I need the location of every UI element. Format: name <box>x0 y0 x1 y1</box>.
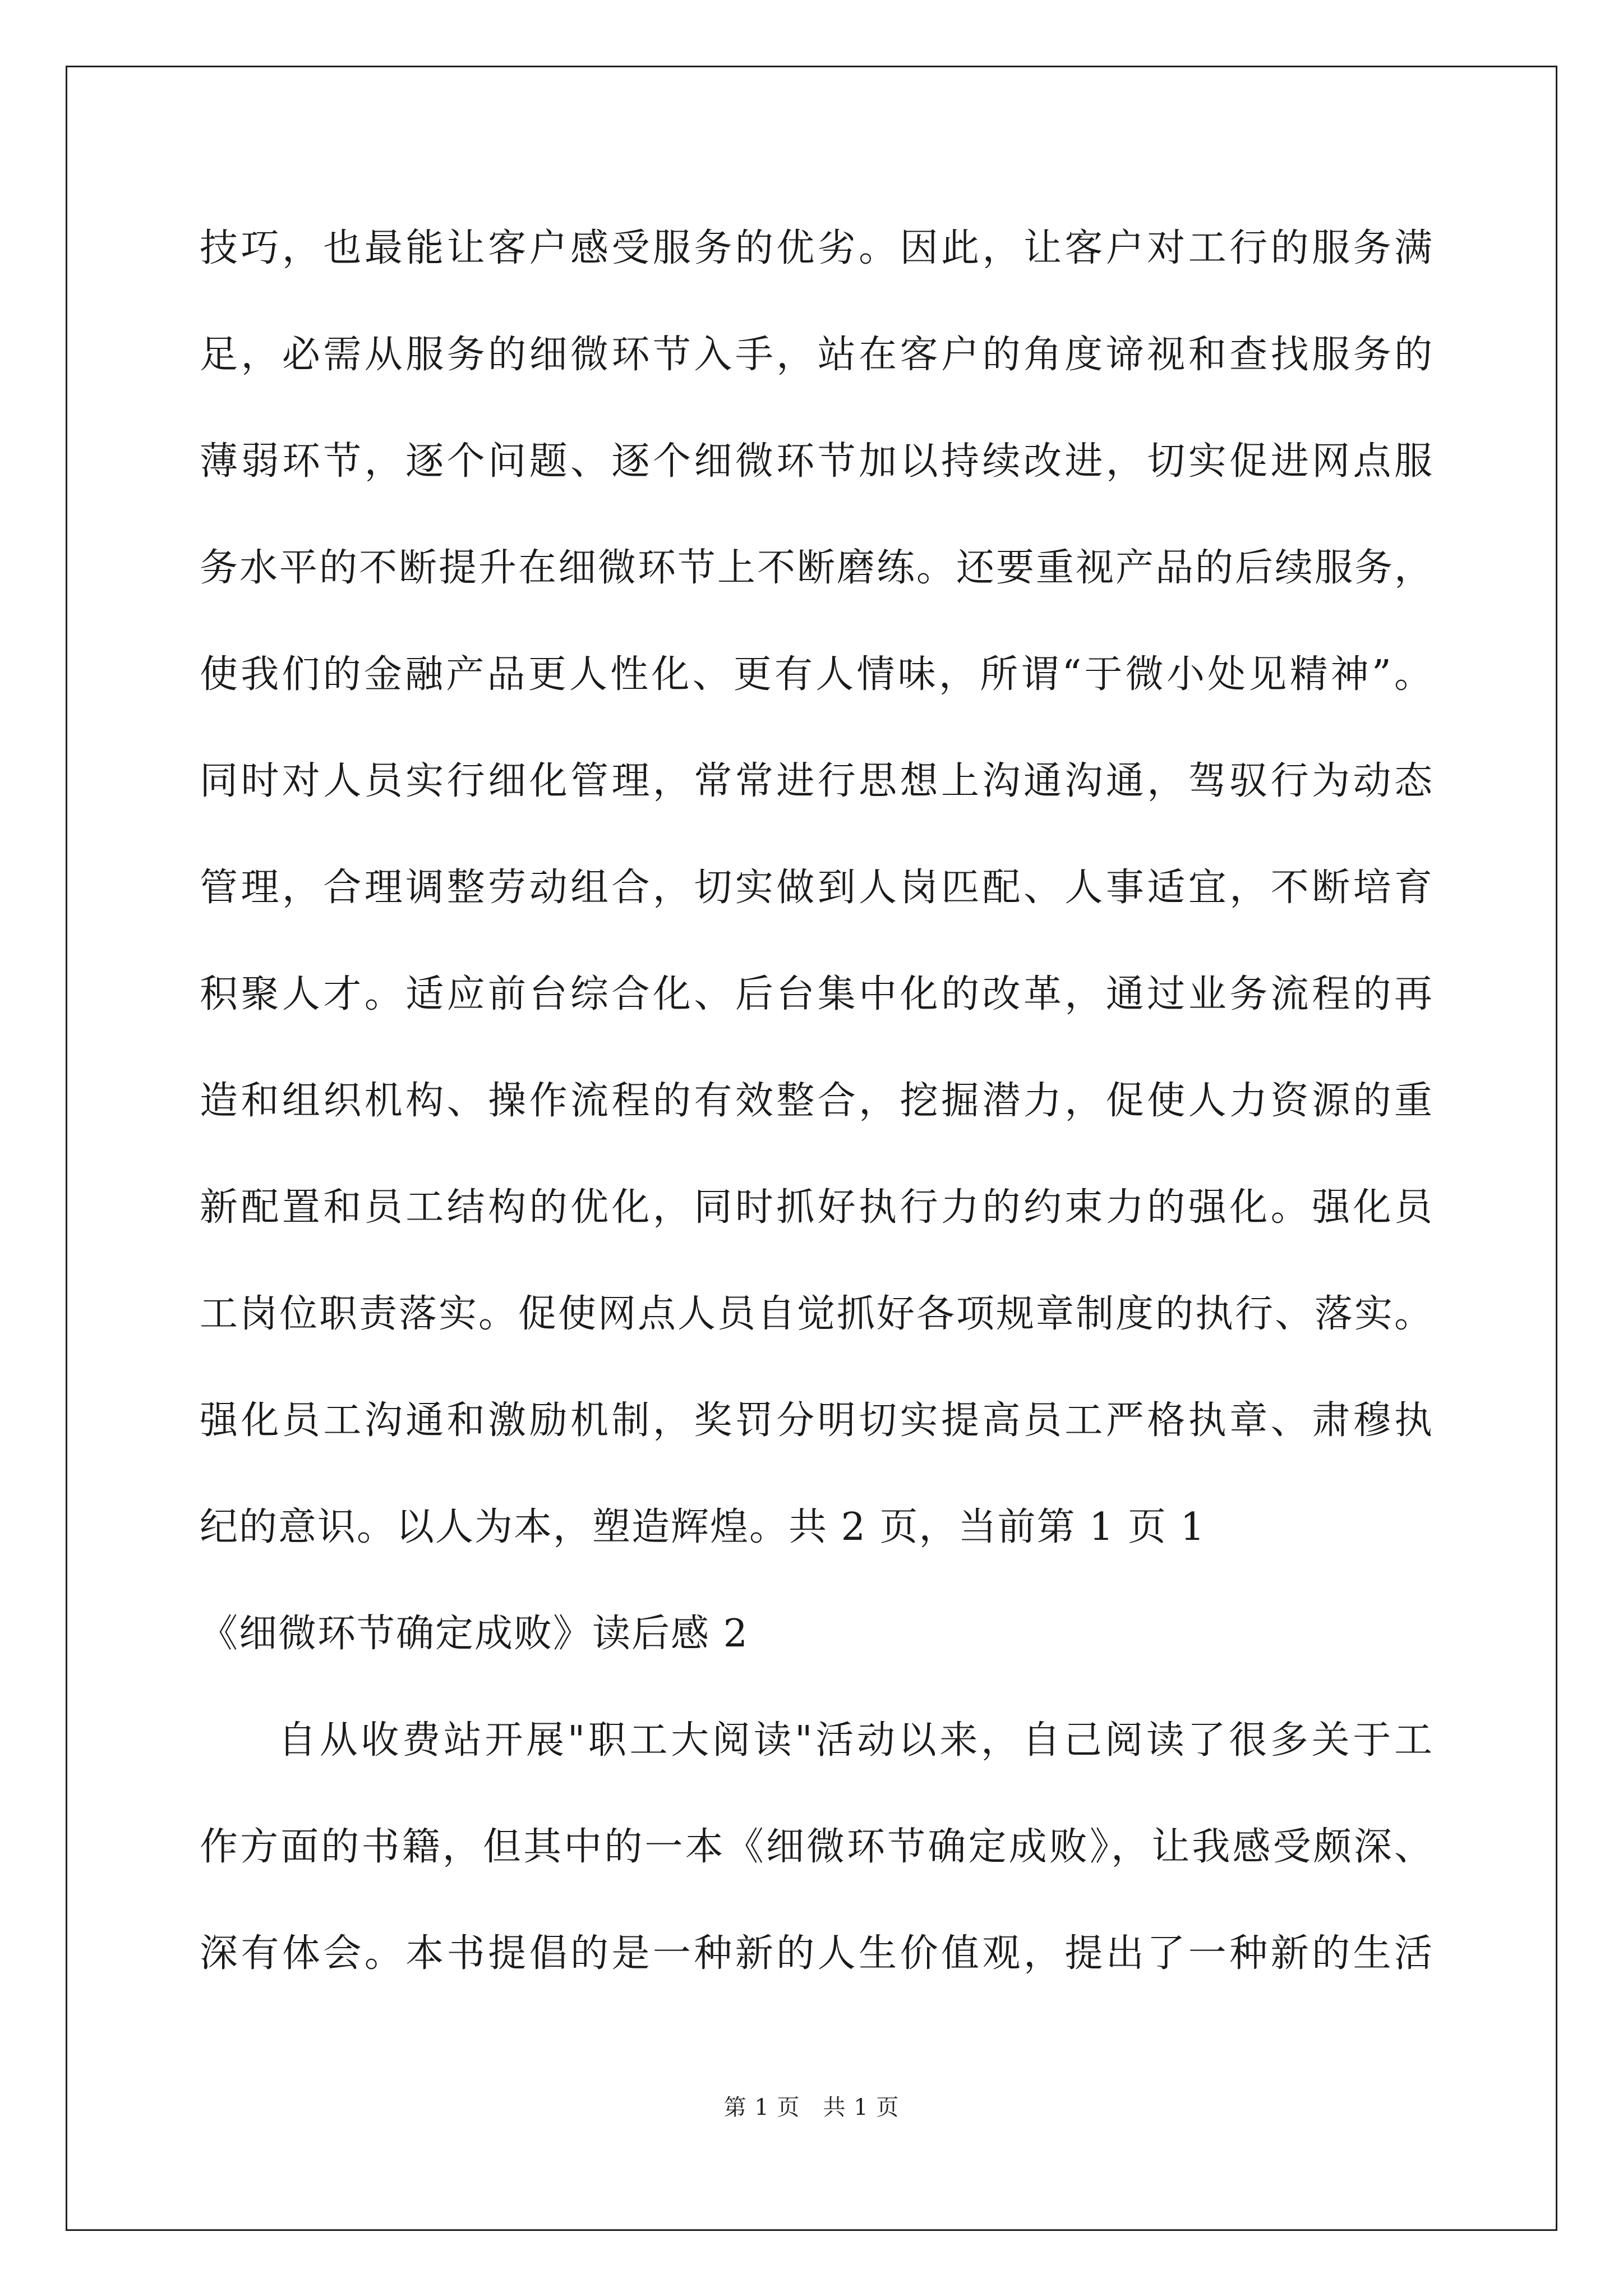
document-body <box>200 210 1433 2022</box>
section-title: 《细微环节确定成败》读后感 2 <box>200 1612 749 1656</box>
body-line: 造和组织机构、操作流程的有效整合，挖掘潜力，促使人力资源的重 <box>200 1079 1433 1123</box>
body-line: 务水平的不断提升在细微环节上不断磨练。还要重视产品的后续服务， <box>200 546 1433 590</box>
body-line: 同时对人员实行细化管理，常常进行思想上沟通沟通，驾驭行为动态 <box>200 759 1433 803</box>
body-line: 作方面的书籍，但其中的一本《细微环节确定成败》，让我感受颇深、 <box>200 1825 1433 1869</box>
body-line: 薄弱环节，逐个问题、逐个细微环节加以持续改进，切实促进网点服 <box>200 439 1433 484</box>
body-line: 足，必需从服务的细微环节入手，站在客户的角度谛视和查找服务的 <box>200 333 1433 377</box>
body-line: 强化员工沟通和激励机制，奖罚分明切实提高员工严格执章、肃穆执 <box>200 1398 1433 1443</box>
body-line: 新配置和员工结构的优化，同时抓好执行力的约束力的强化。强化员 <box>200 1185 1433 1230</box>
body-line: 管理，合理调整劳动组合，切实做到人岗匹配、人事适宜，不断培育 <box>200 866 1433 910</box>
paragraph-first-line: 自从收费站开展"职工大阅读"活动以来，自己阅读了很多关于工 <box>278 1718 1433 1763</box>
body-line-end: 纪的意识。以人为本，塑造辉煌。共 2 页，当前第 1 页 1 <box>200 1505 1206 1549</box>
body-line: 技巧，也最能让客户感受服务的优劣。因此，让客户对工行的服务满 <box>200 226 1433 270</box>
body-line: 工岗位职责落实。促使网点人员自觉抓好各项规章制度的执行、落实。 <box>200 1292 1433 1336</box>
body-line: 使我们的金融产品更人性化、更有人情味，所谓“于微小处见精神”。 <box>200 652 1433 697</box>
body-line: 积聚人才。适应前台综合化、后台集中化的改革，通过业务流程的再 <box>200 972 1433 1016</box>
page-footer: 第 1 页 共 1 页 <box>723 2095 900 2120</box>
body-line: 深有体会。本书提倡的是一种新的人生价值观，提出了一种新的生活 <box>200 1931 1433 1976</box>
